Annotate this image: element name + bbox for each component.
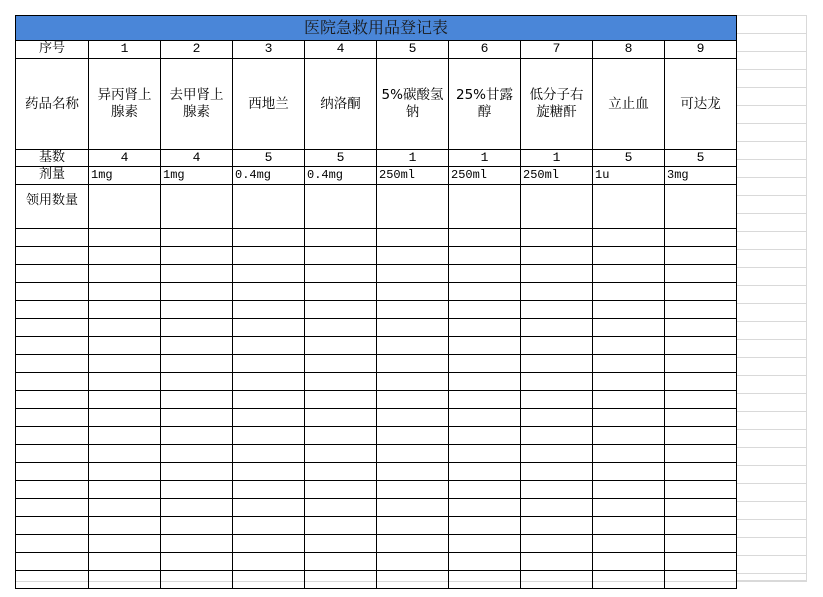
empty-cell[interactable]: [16, 534, 89, 552]
empty-cell[interactable]: [233, 264, 305, 282]
empty-cell[interactable]: [665, 300, 737, 318]
cell-dose-2[interactable]: 1mg: [161, 167, 233, 184]
cell-name-9[interactable]: 可达龙: [665, 59, 737, 150]
empty-cell[interactable]: [161, 228, 233, 246]
empty-cell[interactable]: [89, 246, 161, 264]
empty-cell[interactable]: [521, 228, 593, 246]
empty-cell[interactable]: [593, 354, 665, 372]
table-row: [16, 372, 737, 390]
empty-cell[interactable]: [521, 300, 593, 318]
empty-cell[interactable]: [665, 372, 737, 390]
empty-cell[interactable]: [305, 300, 377, 318]
table-title[interactable]: 医院急救用品登记表: [16, 16, 737, 41]
empty-cell[interactable]: [521, 444, 593, 462]
empty-cell[interactable]: [305, 516, 377, 534]
empty-cell[interactable]: [161, 246, 233, 264]
empty-cell[interactable]: [16, 336, 89, 354]
cell-qty[interactable]: [449, 184, 521, 228]
empty-cell[interactable]: [449, 444, 521, 462]
empty-cell[interactable]: [377, 282, 449, 300]
empty-cell[interactable]: [377, 552, 449, 570]
empty-cell[interactable]: [521, 534, 593, 552]
empty-cell[interactable]: [16, 444, 89, 462]
empty-cell[interactable]: [161, 498, 233, 516]
empty-cell[interactable]: [377, 228, 449, 246]
cell-base-7[interactable]: 1: [521, 150, 593, 167]
empty-cell[interactable]: [593, 408, 665, 426]
empty-cell[interactable]: [233, 516, 305, 534]
cell-qty[interactable]: [161, 184, 233, 228]
table-row: [16, 426, 737, 444]
empty-cell[interactable]: [305, 246, 377, 264]
cell-base-6[interactable]: 1: [449, 150, 521, 167]
empty-cell[interactable]: [89, 372, 161, 390]
empty-cell[interactable]: [161, 282, 233, 300]
empty-cell[interactable]: [89, 228, 161, 246]
empty-cell[interactable]: [233, 372, 305, 390]
cell-qty[interactable]: [305, 184, 377, 228]
cell-qty[interactable]: [233, 184, 305, 228]
sheet-gridlines: [736, 15, 807, 581]
empty-cell[interactable]: [665, 498, 737, 516]
empty-cell[interactable]: [161, 372, 233, 390]
empty-cell[interactable]: [305, 390, 377, 408]
row-number: [16, 41, 737, 59]
empty-cell[interactable]: [89, 264, 161, 282]
empty-cell[interactable]: [449, 390, 521, 408]
empty-cell[interactable]: [89, 498, 161, 516]
cell-dose-1[interactable]: 1mg: [89, 167, 161, 184]
empty-cell[interactable]: [89, 408, 161, 426]
cell-dose-5[interactable]: 250ml: [377, 167, 449, 184]
empty-cell[interactable]: [89, 426, 161, 444]
cell-no-1[interactable]: 1: [89, 41, 161, 59]
empty-cell[interactable]: [665, 534, 737, 552]
cell-base-8[interactable]: 5: [593, 150, 665, 167]
empty-cell[interactable]: [305, 552, 377, 570]
empty-cell[interactable]: [233, 354, 305, 372]
empty-cell[interactable]: [449, 570, 521, 588]
empty-cell[interactable]: [665, 570, 737, 588]
empty-cell[interactable]: [305, 264, 377, 282]
empty-cell[interactable]: [305, 444, 377, 462]
empty-cell[interactable]: [521, 318, 593, 336]
empty-cell[interactable]: [665, 228, 737, 246]
empty-cell[interactable]: [449, 498, 521, 516]
empty-cell[interactable]: [161, 480, 233, 498]
empty-cell[interactable]: [89, 462, 161, 480]
empty-cell[interactable]: [593, 264, 665, 282]
empty-cell[interactable]: [89, 318, 161, 336]
empty-cell[interactable]: [521, 408, 593, 426]
cell-no-3[interactable]: 3: [233, 41, 305, 59]
empty-cell[interactable]: [89, 516, 161, 534]
empty-cell[interactable]: [377, 570, 449, 588]
empty-cell[interactable]: [16, 552, 89, 570]
empty-cell[interactable]: [593, 300, 665, 318]
empty-cell[interactable]: [593, 282, 665, 300]
table-row: [16, 282, 737, 300]
empty-cell[interactable]: [233, 246, 305, 264]
empty-cell[interactable]: [233, 336, 305, 354]
empty-cell[interactable]: [377, 390, 449, 408]
label-number[interactable]: 序号: [16, 41, 89, 59]
empty-cell[interactable]: [233, 534, 305, 552]
empty-cell[interactable]: [233, 570, 305, 588]
empty-cell[interactable]: [16, 498, 89, 516]
cell-no-9[interactable]: 9: [665, 41, 737, 59]
empty-cell[interactable]: [161, 318, 233, 336]
empty-cell[interactable]: [449, 426, 521, 444]
empty-cell[interactable]: [593, 498, 665, 516]
empty-cell[interactable]: [305, 354, 377, 372]
empty-cell[interactable]: [16, 408, 89, 426]
table-row: [16, 300, 737, 318]
empty-cell[interactable]: [161, 408, 233, 426]
cell-qty[interactable]: [89, 184, 161, 228]
table-row: [16, 552, 737, 570]
empty-cell[interactable]: [449, 534, 521, 552]
label-drug-name[interactable]: 药品名称: [16, 59, 89, 150]
empty-cell[interactable]: [449, 552, 521, 570]
empty-cell[interactable]: [89, 354, 161, 372]
empty-cell[interactable]: [521, 516, 593, 534]
empty-cell[interactable]: [449, 480, 521, 498]
empty-cell[interactable]: [16, 390, 89, 408]
empty-cell[interactable]: [593, 372, 665, 390]
empty-cell[interactable]: [16, 264, 89, 282]
cell-dose-4[interactable]: 0.4mg: [305, 167, 377, 184]
cell-dose-3[interactable]: 0.4mg: [233, 167, 305, 184]
empty-cell[interactable]: [521, 552, 593, 570]
empty-cell[interactable]: [16, 354, 89, 372]
empty-cell[interactable]: [665, 246, 737, 264]
empty-cell[interactable]: [233, 318, 305, 336]
empty-cell[interactable]: [89, 282, 161, 300]
cell-name-3[interactable]: 西地兰: [233, 59, 305, 150]
empty-cell[interactable]: [593, 318, 665, 336]
empty-cell[interactable]: [377, 426, 449, 444]
empty-cell[interactable]: [233, 390, 305, 408]
empty-cell[interactable]: [665, 408, 737, 426]
empty-cell[interactable]: [233, 228, 305, 246]
row-dose: [16, 167, 737, 184]
empty-cell[interactable]: [377, 318, 449, 336]
cell-no-2[interactable]: 2: [161, 41, 233, 59]
empty-cell[interactable]: [161, 336, 233, 354]
empty-cell[interactable]: [233, 408, 305, 426]
cell-qty[interactable]: [377, 184, 449, 228]
empty-cell[interactable]: [305, 372, 377, 390]
empty-cell[interactable]: [593, 462, 665, 480]
empty-cell[interactable]: [16, 300, 89, 318]
table-row: [16, 480, 737, 498]
empty-cell[interactable]: [449, 282, 521, 300]
cell-base-2[interactable]: 4: [161, 150, 233, 167]
empty-cell[interactable]: [89, 570, 161, 588]
empty-cell[interactable]: [593, 444, 665, 462]
empty-cell[interactable]: [449, 246, 521, 264]
empty-cell[interactable]: [89, 534, 161, 552]
empty-cell[interactable]: [665, 462, 737, 480]
empty-cell[interactable]: [233, 498, 305, 516]
cell-qty[interactable]: [593, 184, 665, 228]
table-row: [16, 264, 737, 282]
cell-dose-6[interactable]: 250ml: [449, 167, 521, 184]
cell-no-8[interactable]: 8: [593, 41, 665, 59]
cell-name-8[interactable]: 立止血: [593, 59, 665, 150]
empty-cell[interactable]: [233, 552, 305, 570]
empty-cell[interactable]: [449, 300, 521, 318]
empty-cell[interactable]: [377, 534, 449, 552]
cell-dose-8[interactable]: 1u: [593, 167, 665, 184]
empty-cell[interactable]: [305, 336, 377, 354]
cell-no-7[interactable]: 7: [521, 41, 593, 59]
empty-cell[interactable]: [16, 228, 89, 246]
empty-cell[interactable]: [305, 570, 377, 588]
empty-cell[interactable]: [521, 354, 593, 372]
empty-cell[interactable]: [377, 300, 449, 318]
empty-cell[interactable]: [305, 408, 377, 426]
table-row: [16, 336, 737, 354]
cell-name-2[interactable]: 去甲肾上腺素: [161, 59, 233, 150]
empty-cell[interactable]: [305, 318, 377, 336]
empty-cell[interactable]: [161, 264, 233, 282]
empty-cell[interactable]: [521, 498, 593, 516]
empty-cell[interactable]: [233, 462, 305, 480]
cell-dose-7[interactable]: 250ml: [521, 167, 593, 184]
table-row: [16, 354, 737, 372]
empty-cell[interactable]: [593, 426, 665, 444]
table-row: [16, 516, 737, 534]
empty-cell[interactable]: [449, 354, 521, 372]
empty-cell[interactable]: [377, 246, 449, 264]
empty-cell[interactable]: [521, 480, 593, 498]
cell-no-6[interactable]: 6: [449, 41, 521, 59]
cell-name-4[interactable]: 纳洛酮: [305, 59, 377, 150]
empty-cell[interactable]: [377, 336, 449, 354]
empty-cell[interactable]: [449, 372, 521, 390]
empty-cell[interactable]: [521, 390, 593, 408]
empty-cell[interactable]: [449, 462, 521, 480]
empty-cell[interactable]: [16, 480, 89, 498]
empty-cell[interactable]: [89, 336, 161, 354]
empty-cell[interactable]: [305, 228, 377, 246]
empty-cell[interactable]: [665, 444, 737, 462]
cell-name-5[interactable]: 5%碳酸氢钠: [377, 59, 449, 150]
empty-cell[interactable]: [233, 300, 305, 318]
empty-cell[interactable]: [521, 462, 593, 480]
empty-cell[interactable]: [161, 462, 233, 480]
empty-cell[interactable]: [449, 336, 521, 354]
row-drug-name: [16, 59, 737, 150]
empty-cell[interactable]: [16, 570, 89, 588]
empty-cell[interactable]: [449, 318, 521, 336]
cell-dose-9[interactable]: 3mg: [665, 167, 737, 184]
registration-table: [15, 15, 737, 589]
label-base[interactable]: 基数: [16, 150, 89, 167]
empty-cell[interactable]: [521, 264, 593, 282]
row-base: [16, 150, 737, 167]
table-row: [16, 390, 737, 408]
empty-cell[interactable]: [593, 246, 665, 264]
empty-cell[interactable]: [161, 354, 233, 372]
empty-cell[interactable]: [16, 462, 89, 480]
empty-cell[interactable]: [16, 372, 89, 390]
label-quantity[interactable]: 领用数量: [16, 184, 89, 228]
cell-name-6[interactable]: 25%甘露醇: [449, 59, 521, 150]
empty-cell[interactable]: [161, 552, 233, 570]
cell-name-7[interactable]: 低分子右旋糖酐: [521, 59, 593, 150]
empty-cell[interactable]: [665, 318, 737, 336]
empty-cell[interactable]: [377, 354, 449, 372]
empty-cell[interactable]: [16, 282, 89, 300]
empty-cell[interactable]: [593, 336, 665, 354]
empty-cell[interactable]: [521, 372, 593, 390]
empty-cell[interactable]: [305, 498, 377, 516]
empty-cell[interactable]: [521, 282, 593, 300]
empty-cell[interactable]: [521, 246, 593, 264]
empty-cell[interactable]: [377, 498, 449, 516]
empty-cell[interactable]: [305, 282, 377, 300]
empty-cell[interactable]: [521, 570, 593, 588]
empty-cell[interactable]: [593, 480, 665, 498]
table-row: [16, 228, 737, 246]
empty-cell[interactable]: [521, 336, 593, 354]
empty-cell[interactable]: [16, 426, 89, 444]
empty-cell[interactable]: [377, 480, 449, 498]
empty-cell[interactable]: [593, 534, 665, 552]
empty-cell[interactable]: [593, 570, 665, 588]
cell-no-4[interactable]: 4: [305, 41, 377, 59]
cell-no-5[interactable]: 5: [377, 41, 449, 59]
empty-cell[interactable]: [161, 570, 233, 588]
empty-cell[interactable]: [665, 552, 737, 570]
empty-cell[interactable]: [665, 282, 737, 300]
cell-base-1[interactable]: 4: [89, 150, 161, 167]
label-dose[interactable]: 剂量: [16, 167, 89, 184]
empty-cell[interactable]: [593, 390, 665, 408]
empty-cell[interactable]: [665, 390, 737, 408]
empty-cell[interactable]: [665, 336, 737, 354]
empty-cell[interactable]: [521, 426, 593, 444]
table-row: [16, 444, 737, 462]
empty-cell[interactable]: [89, 480, 161, 498]
empty-cell[interactable]: [665, 480, 737, 498]
empty-cell[interactable]: [377, 462, 449, 480]
table-row: [16, 570, 737, 588]
empty-cell[interactable]: [377, 408, 449, 426]
empty-cell[interactable]: [89, 444, 161, 462]
empty-cell[interactable]: [593, 228, 665, 246]
empty-cell[interactable]: [16, 516, 89, 534]
cell-base-3[interactable]: 5: [233, 150, 305, 167]
empty-cell[interactable]: [665, 264, 737, 282]
empty-cell[interactable]: [89, 552, 161, 570]
empty-cell[interactable]: [161, 516, 233, 534]
empty-cell[interactable]: [449, 264, 521, 282]
cell-name-1[interactable]: 异丙肾上腺素: [89, 59, 161, 150]
empty-cell[interactable]: [161, 390, 233, 408]
empty-cell[interactable]: [377, 444, 449, 462]
cell-base-5[interactable]: 1: [377, 150, 449, 167]
empty-cell[interactable]: [89, 300, 161, 318]
table-row: [16, 246, 737, 264]
cell-qty[interactable]: [521, 184, 593, 228]
empty-cell[interactable]: [233, 480, 305, 498]
empty-cell[interactable]: [449, 228, 521, 246]
empty-cell[interactable]: [449, 516, 521, 534]
table-row: [16, 498, 737, 516]
empty-cell[interactable]: [161, 300, 233, 318]
empty-cell[interactable]: [89, 390, 161, 408]
empty-cell[interactable]: [377, 264, 449, 282]
empty-cell[interactable]: [233, 444, 305, 462]
empty-cell[interactable]: [665, 354, 737, 372]
empty-cell[interactable]: [377, 372, 449, 390]
empty-cell[interactable]: [233, 282, 305, 300]
table-row: [16, 408, 737, 426]
empty-cell[interactable]: [593, 552, 665, 570]
empty-cell[interactable]: [161, 534, 233, 552]
empty-cell[interactable]: [377, 516, 449, 534]
empty-cell[interactable]: [16, 246, 89, 264]
table-row: [16, 462, 737, 480]
table-row: [16, 534, 737, 552]
cell-base-4[interactable]: 5: [305, 150, 377, 167]
cell-base-9[interactable]: 5: [665, 150, 737, 167]
empty-cell[interactable]: [161, 426, 233, 444]
empty-cell[interactable]: [305, 462, 377, 480]
empty-cell[interactable]: [449, 408, 521, 426]
table-row: [16, 318, 737, 336]
empty-cell[interactable]: [305, 426, 377, 444]
empty-cell[interactable]: [305, 534, 377, 552]
empty-cell[interactable]: [593, 516, 665, 534]
empty-cell[interactable]: [233, 426, 305, 444]
empty-cell[interactable]: [665, 516, 737, 534]
cell-qty[interactable]: [665, 184, 737, 228]
empty-rows: [16, 228, 737, 588]
row-quantity: [16, 184, 737, 228]
empty-cell[interactable]: [305, 480, 377, 498]
empty-cell[interactable]: [161, 444, 233, 462]
empty-cell[interactable]: [16, 318, 89, 336]
empty-cell[interactable]: [665, 426, 737, 444]
